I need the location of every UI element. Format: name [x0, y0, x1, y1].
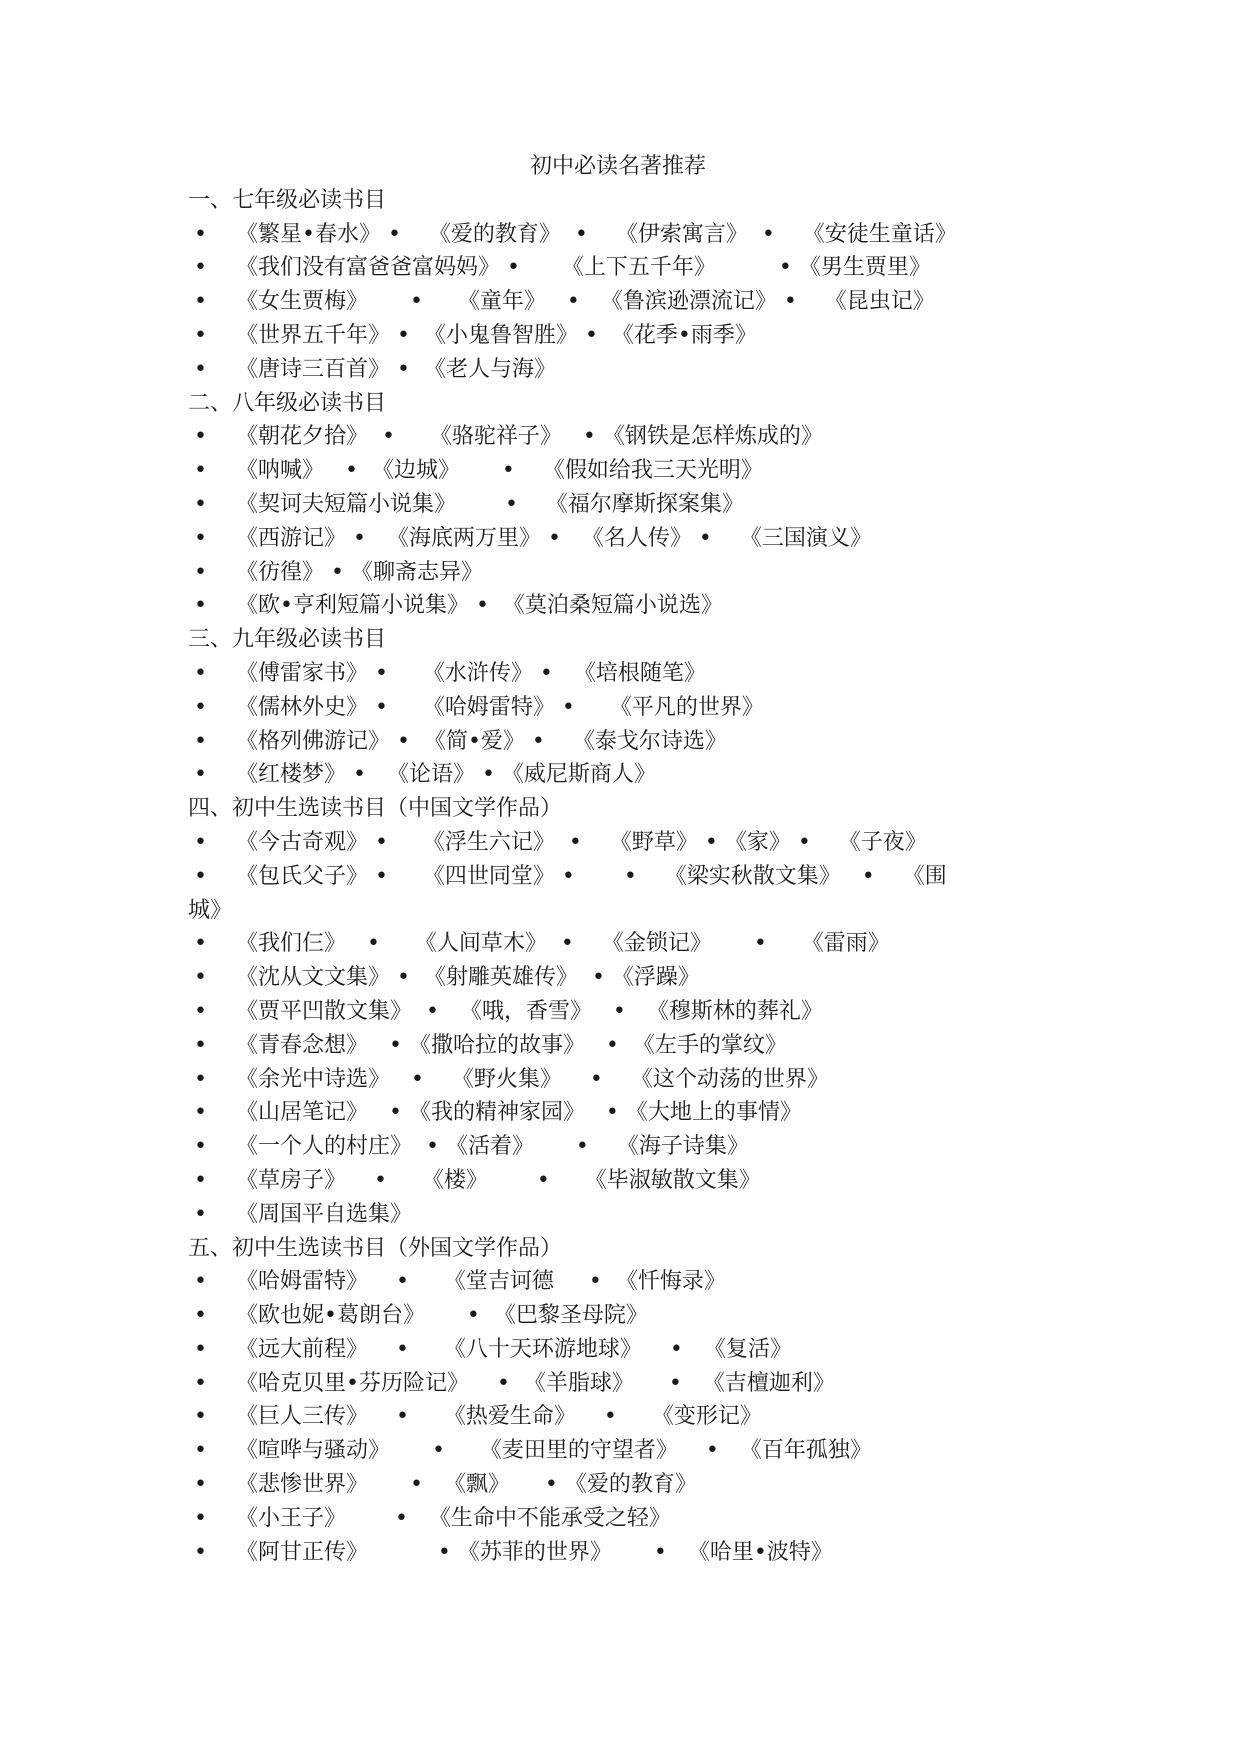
book-titles-text: 《欧•亨利短篇小说集》 • 《莫泊桑短篇小说选》 [236, 593, 723, 619]
book-titles-text: 《朝花夕拾》 • 《骆驼祥子》 • 《钢铁是怎样炼成的》 [236, 424, 823, 450]
section-heading: 三、九年级必读书目 [188, 627, 387, 653]
section-2 [188, 387, 1088, 624]
page-title: 初中必读名著推荐 [529, 154, 706, 179]
book-titles-text: 《格列佛游记》 • 《简•爱》 • 《泰戈尔诗选》 [236, 728, 727, 754]
book-titles-text: 《山居笔记》 • 《我的精神家园》 • 《大地上的事情》 [236, 1100, 802, 1126]
book-titles-text: 《红楼梦》 • 《论语》 • 《威尼斯商人》 [236, 762, 656, 788]
book-titles-text: 《呐喊》 • 《边城》 • 《假如给我三天光明》 [236, 458, 763, 484]
bullet-icon: • [194, 931, 207, 957]
book-titles-text: 《小王子》 • 《生命中不能承受之轻》 [236, 1505, 671, 1531]
bullet-icon: • [194, 1404, 207, 1430]
bullet-icon: • [194, 1032, 207, 1058]
section-1 [188, 184, 1088, 387]
book-titles-text: 《哈克贝里•芬历险记》 • 《羊脂球》 • 《吉檀迦利》 [236, 1370, 835, 1396]
bullet-icon: • [194, 1066, 207, 1092]
bullet-icon: • [194, 1438, 207, 1464]
bullet-icon: • [194, 525, 207, 551]
book-list-line [188, 285, 1088, 319]
section-3 [188, 623, 1088, 792]
book-titles-text: 《一个人的村庄》 • 《活着》 • 《海子诗集》 [236, 1134, 749, 1160]
book-list-line [188, 860, 1088, 894]
bullet-icon: • [194, 863, 207, 889]
book-list-line [188, 1468, 1088, 1502]
book-list-line [188, 1400, 1088, 1434]
bullet-icon: • [194, 1100, 207, 1126]
bullet-icon: • [194, 356, 207, 382]
book-titles-text: 《儒林外史》 • 《哈姆雷特》 • 《平凡的世界》 [236, 694, 764, 720]
book-titles-text: 《喧哗与骚动》 • 《麦田里的守望者》 • 《百年孤独》 [236, 1438, 872, 1464]
book-list-line [188, 1367, 1088, 1401]
book-titles-text: 《傅雷家书》 • 《水浒传》 • 《培根随笔》 [236, 660, 706, 686]
bullet-icon: • [194, 1539, 207, 1565]
book-titles-text: 《悲惨世界》 • 《飘》 • 《爱的教育》 [236, 1472, 697, 1498]
book-titles-text: 《余光中诗选》 • 《野火集》 • 《这个动荡的世界》 [236, 1066, 829, 1092]
bullet-icon: • [194, 728, 207, 754]
bullet-icon: • [194, 660, 207, 686]
book-list-line [188, 1096, 1088, 1130]
book-titles-text: 《西游记》 • 《海底两万里》 • 《名人传》 • 《三国演义》 [236, 525, 872, 551]
bullet-icon: • [194, 1134, 207, 1160]
book-list-line [188, 894, 1088, 928]
book-titles-text: 《周国平自选集》 [236, 1201, 413, 1227]
book-list-line [188, 488, 1088, 522]
book-titles-text: 《青春念想》 • 《撒哈拉的故事》 • 《左手的掌纹》 [236, 1032, 787, 1058]
bullet-icon: • [194, 829, 207, 855]
book-titles-text: 《阿甘正传》 • 《苏菲的世界》 • 《哈里•波特》 [236, 1539, 833, 1565]
book-list-line [188, 1434, 1088, 1468]
book-titles-text: 《哈姆雷特》 • 《堂吉诃德 • 《忏悔录》 [236, 1269, 726, 1295]
section-heading: 二、八年级必读书目 [188, 390, 387, 416]
book-titles-text: 《巨人三传》 • 《热爱生命》 • 《变形记》 [236, 1404, 762, 1430]
book-titles-text: 《贾平凹散文集》 • 《哦，香雪》 • 《穆斯林的葬礼》 [236, 998, 823, 1024]
bullet-icon: • [194, 998, 207, 1024]
book-list-line [188, 657, 1088, 691]
book-list-line [188, 1265, 1088, 1299]
bullet-icon: • [194, 289, 207, 315]
section-heading: 一、七年级必读书目 [188, 187, 387, 213]
bullet-icon: • [194, 1303, 207, 1329]
book-list-line [188, 1536, 1088, 1570]
book-list-line [188, 1502, 1088, 1536]
bullet-icon: • [194, 1370, 207, 1396]
sections-container [188, 184, 1088, 1570]
bullet-icon: • [194, 491, 207, 517]
book-list-line [188, 589, 1088, 623]
bullet-icon: • [194, 424, 207, 450]
book-titles-text: 《女生贾梅》 • 《童年》 • 《鲁滨逊漂流记》 • 《昆虫记》 [236, 289, 935, 315]
book-titles-text: 《彷徨》 • 《聊斋志异》 [236, 559, 483, 585]
bullet-icon: • [194, 1472, 207, 1498]
book-list-line [188, 1063, 1088, 1097]
bullet-icon: • [194, 1201, 207, 1227]
book-list-line [188, 995, 1088, 1029]
bullet-icon: • [194, 458, 207, 484]
book-list-line [188, 319, 1088, 353]
bullet-icon: • [194, 1505, 207, 1531]
book-titles-text: 《唐诗三百首》 • 《老人与海》 [236, 356, 556, 382]
bullet-icon: • [194, 1269, 207, 1295]
bullet-icon: • [194, 965, 207, 991]
book-titles-text: 《契诃夫短篇小说集》 • 《福尔摩斯探案集》 [236, 491, 744, 517]
book-list-line [188, 1198, 1088, 1232]
bullet-icon: • [194, 593, 207, 619]
book-list-line [188, 826, 1088, 860]
book-titles-text: 城》 [188, 897, 233, 923]
book-list-line [188, 691, 1088, 725]
book-titles-text: 《我们仨》 • 《人间草木》 • 《金锁记》 • 《雷雨》 [236, 931, 890, 957]
book-list-line [188, 927, 1088, 961]
book-list-line [188, 1333, 1088, 1367]
bullet-icon: • [194, 559, 207, 585]
book-list-line [188, 725, 1088, 759]
book-list-line [188, 218, 1088, 252]
book-titles-text: 《我们没有富爸爸富妈妈》 • 《上下五千年》 • 《男生贾里》 [236, 255, 931, 281]
section-heading: 五、初中生选读书目（外国文学作品） [188, 1235, 563, 1261]
book-titles-text: 《繁星•春水》 • 《爱的教育》 • 《伊索寓言》 • 《安徒生童话》 [236, 221, 957, 247]
book-list-line [188, 251, 1088, 285]
book-titles-text: 《包氏父子》 • 《四世同堂》 • • 《梁实秋散文集》 • 《围 [236, 863, 947, 889]
bullet-icon: • [194, 694, 207, 720]
book-list-line [188, 420, 1088, 454]
bullet-icon: • [194, 1336, 207, 1362]
book-list-line [188, 758, 1088, 792]
book-titles-text: 《世界五千年》 • 《小鬼鲁智胜》 • 《花季•雨季》 [236, 322, 757, 348]
bullet-icon: • [194, 221, 207, 247]
bullet-icon: • [194, 255, 207, 281]
bullet-icon: • [194, 322, 207, 348]
book-list-line [188, 353, 1088, 387]
bullet-icon: • [194, 762, 207, 788]
book-list-line [188, 556, 1088, 590]
book-list-line [188, 1299, 1088, 1333]
book-list-line [188, 961, 1088, 995]
book-list-line [188, 1029, 1088, 1063]
section-4 [188, 792, 1088, 1231]
book-titles-text: 《欧也妮•葛朗台》 • 《巴黎圣母院》 [236, 1303, 648, 1329]
book-titles-text: 《草房子》 • 《楼》 • 《毕淑敏散文集》 [236, 1167, 761, 1193]
book-list-line [188, 522, 1088, 556]
section-heading: 四、初中生选读书目（中国文学作品） [188, 796, 563, 822]
book-list-line [188, 1130, 1088, 1164]
bullet-icon: • [194, 1167, 207, 1193]
book-list-line [188, 1164, 1088, 1198]
book-titles-text: 《沈从文文集》 • 《射雕英雄传》 • 《浮躁》 [236, 965, 700, 991]
book-titles-text: 《今古奇观》 • 《浮生六记》 • 《野草》 • 《家》 • 《子夜》 [236, 829, 927, 855]
section-5 [188, 1232, 1088, 1570]
document-body [188, 150, 1088, 1569]
book-list-line [188, 454, 1088, 488]
book-titles-text: 《远大前程》 • 《八十天环游地球》 • 《复活》 [236, 1336, 792, 1362]
